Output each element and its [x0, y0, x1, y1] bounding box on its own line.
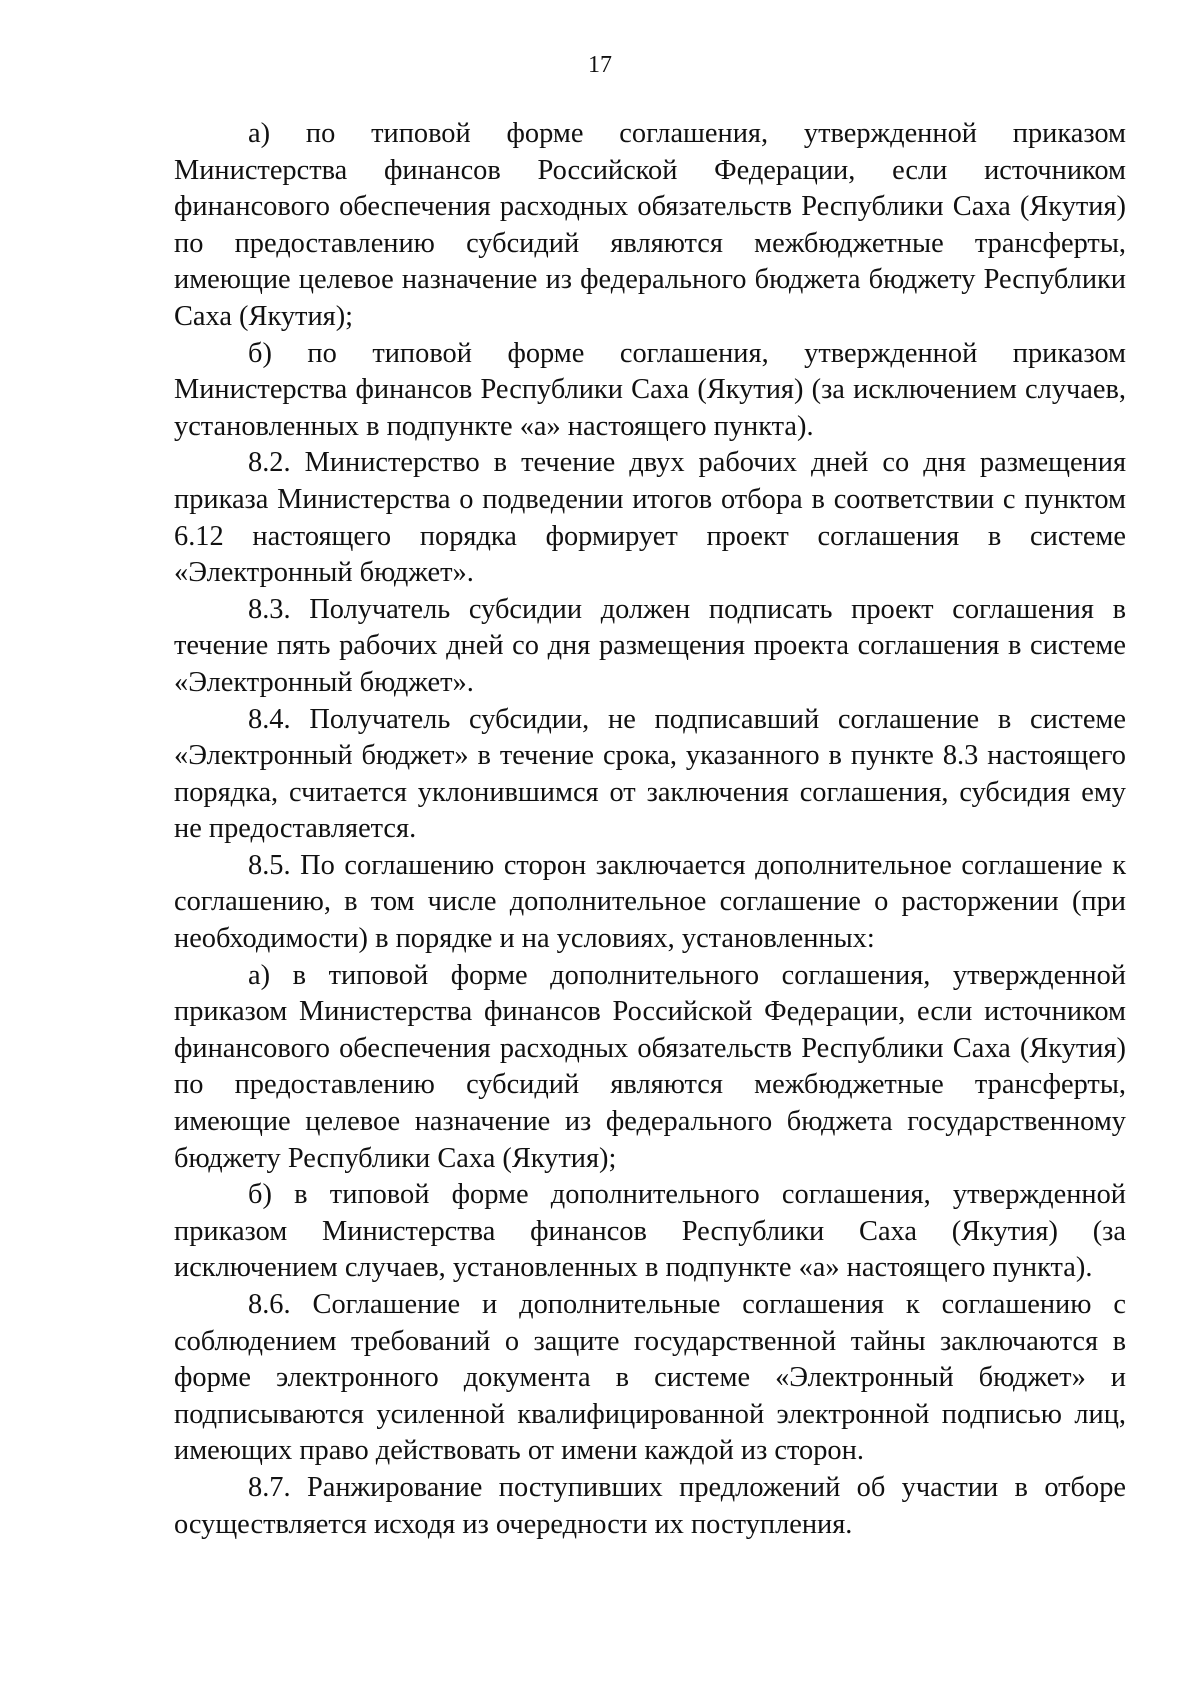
paragraph-8-6: 8.6. Соглашение и дополнительные соглашения к соглашению с соблюдением требований о защите государственной тайны заключаются в форме электронного документа в системе «Электронный бюджет» и подписываются усиленной квалифицированной электронной подписью лиц, имеющих право действовать от имени каждой из сторон.: [174, 1289, 1126, 1467]
paragraph-8-7: 8.7. Ранжирование поступивших предложений об участии в отборе осуществляется исходя из очередности их поступления.: [174, 1471, 1126, 1540]
paragraph-8-1-a: а) по типовой форме соглашения, утвержденной приказом Министерства финансов Российской Федерации, если источником финансового обеспечения расходных обязательств Республики Саха (Якутия) по предоставлению субсидий являются межбюджетные трансферты, имеющие целевое назначение из федерального бюджета бюджету Республики Саха (Якутия);: [174, 118, 1126, 332]
paragraph-8-2: 8.2. Министерство в течение двух рабочих дней со дня размещения приказа Министерства о подведении итогов отбора в соответствии с пунктом 6.12 настоящего порядка формирует проект соглашения в системе «Электронный бюджет».: [174, 447, 1126, 589]
document-body: [174, 116, 1126, 1543]
paragraph-8-5: 8.5. По соглашению сторон заключается дополнительное соглашение к соглашению, в том числе дополнительное соглашение о расторжении (при необходимости) в порядке и на условиях, установленных:: [174, 849, 1126, 955]
paragraph-8-5-b: б) в типовой форме дополнительного соглашения, утвержденной приказом Министерства финансов Республики Саха (Якутия) (за исключением случаев, установленных в подпункте «а» настоящего пункта).: [174, 1179, 1126, 1284]
paragraph-8-4: 8.4. Получатель субсидии, не подписавший соглашение в системе «Электронный бюджет» в течение срока, указанного в пункте 8.3 настоящего порядка, считается уклонившимся от заключения соглашения, субсидия ему не предоставляется.: [174, 703, 1126, 845]
paragraph-8-5-a: а) в типовой форме дополнительного соглашения, утвержденной приказом Министерства финансов Российской Федерации, если источником финансового обеспечения расходных обязательств Республики Саха (Якутия) по предоставлению субсидий являются межбюджетные трансферты, имеющие целевое назначение из федерального бюджета государственному бюджету Республики Саха (Якутия);: [174, 959, 1126, 1174]
paragraph-8-1-b: б) по типовой форме соглашения, утвержденной приказом Министерства финансов Республики Саха (Якутия) (за исключением случаев, установленных в подпункте «а» настоящего пункта).: [174, 337, 1126, 442]
page-number: 17: [588, 52, 612, 78]
paragraph-8-3: 8.3. Получатель субсидии должен подписать проект соглашения в течение пять рабочих дней со дня размещения проекта соглашения в системе «Электронный бюджет».: [174, 593, 1126, 698]
